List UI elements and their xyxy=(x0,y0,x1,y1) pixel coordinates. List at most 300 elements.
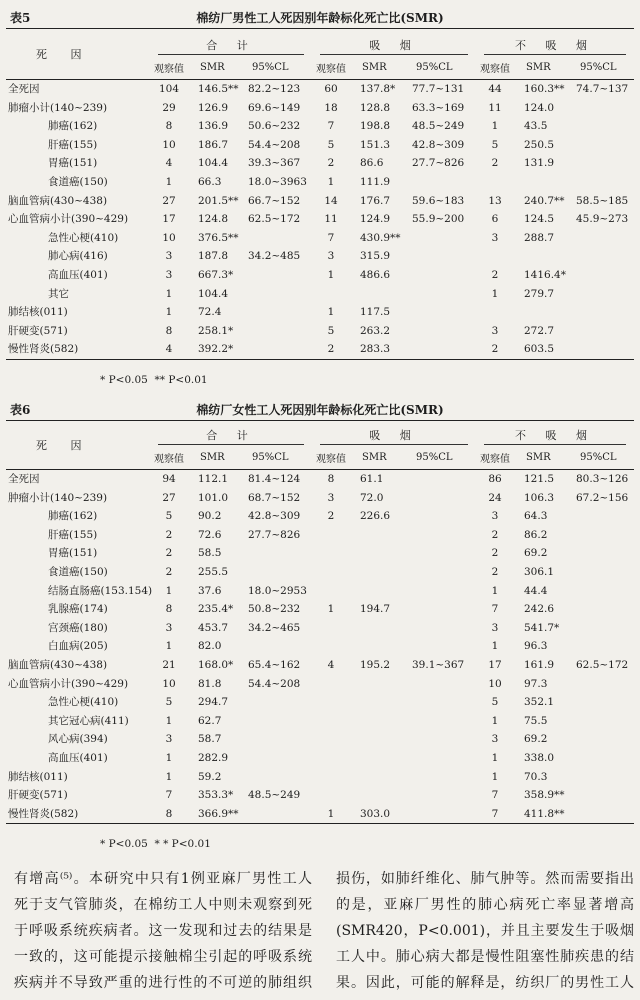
table-row xyxy=(6,99,634,118)
smr-cell: 124.0 xyxy=(524,101,555,114)
smr-cell xyxy=(514,303,572,322)
text-line: 疾病并不导致严重的进行性的不可逆的肺组织 xyxy=(14,975,312,991)
observed-cell: 1 xyxy=(491,770,499,783)
ci95-cell: 81.4~124 xyxy=(248,473,301,485)
smr-cell: 59.2 xyxy=(198,770,222,783)
smr-cell: 168.0* xyxy=(198,658,234,671)
ci95-cell xyxy=(408,340,476,359)
ci95-cell xyxy=(244,563,312,582)
ci95-cell xyxy=(572,730,634,749)
smr-cell: 104.4 xyxy=(198,157,229,170)
observed-cell xyxy=(312,637,350,656)
ci95-cell: 62.5~172 xyxy=(576,658,629,671)
smr-cell: 1416.4* xyxy=(524,268,566,281)
observed-cell: 60 xyxy=(324,83,338,95)
smr-cell: 430.9** xyxy=(360,231,401,244)
ci95-cell: 27.7~826 xyxy=(412,157,465,170)
observed-cell: 1 xyxy=(491,751,499,764)
table-row xyxy=(6,210,634,229)
smr-cell: 255.5 xyxy=(198,565,229,578)
smr-cell: 112.1 xyxy=(198,473,229,485)
observed-cell: 3 xyxy=(165,268,173,281)
smr-cell: 240.7** xyxy=(524,194,565,207)
ci95-cell: 67.2~156 xyxy=(576,491,629,504)
ci95-cell xyxy=(408,470,476,489)
observed-cell: 1 xyxy=(327,306,335,319)
observed-cell: 8 xyxy=(165,807,173,820)
smr-cell xyxy=(350,544,408,563)
cause-cell: 高血压(401) xyxy=(48,268,108,281)
ci95-cell xyxy=(572,154,634,173)
observed-cell: 7 xyxy=(491,789,499,802)
smr-cell xyxy=(350,712,408,731)
cause-cell: 白血病(205) xyxy=(48,640,108,653)
ci95-cell: 54.4~208 xyxy=(248,677,301,690)
observed-cell: 1 xyxy=(165,714,173,727)
observed-cell: 5 xyxy=(327,138,335,151)
observed-cell xyxy=(312,786,350,805)
table-row xyxy=(6,656,634,675)
observed-cell xyxy=(476,303,514,322)
observed-cell: 1 xyxy=(165,306,173,319)
observed-cell: 17 xyxy=(162,213,176,226)
observed-cell: 10 xyxy=(162,677,176,690)
observed-cell: 13 xyxy=(488,194,502,207)
ci95-cell xyxy=(572,712,634,731)
table-title: 棉纺厂女性工人死因别年龄标化死亡比(SMR) xyxy=(196,403,444,417)
ci95-cell xyxy=(572,544,634,563)
text-line: 工人中。肺心病大都是慢性阻塞性肺疾患的结 xyxy=(336,949,634,965)
cause-cell: 脑血管病(430~438) xyxy=(8,194,108,207)
group-header-smoker: 吸 烟 xyxy=(320,427,468,445)
observed-cell: 2 xyxy=(165,528,173,541)
ci95-cell xyxy=(244,229,312,248)
cause-cell: 肺瘤小计(140~239) xyxy=(8,101,108,114)
table-row xyxy=(6,229,634,248)
table-header xyxy=(6,28,634,80)
ci95-cell: 66.7~152 xyxy=(248,194,301,207)
smr-cell: 124.5 xyxy=(524,213,555,226)
smr-cell: 58.7 xyxy=(198,733,222,746)
cause-cell: 肺癌(162) xyxy=(48,120,98,133)
ci95-header: 95%CL xyxy=(252,451,289,463)
smr-cell: 61.1 xyxy=(360,473,384,485)
cause-cell: 急性心梗(410) xyxy=(48,696,119,709)
smr-cell: 96.3 xyxy=(524,640,548,653)
ci95-header: 95%CL xyxy=(252,61,289,73)
smr-cell: 288.7 xyxy=(524,231,555,244)
smr-cell: 72.0 xyxy=(360,491,384,504)
smr-cell: 128.8 xyxy=(360,101,391,114)
observed-cell: 14 xyxy=(324,194,338,207)
observed-cell: 3 xyxy=(327,250,335,263)
smr-cell: 186.7 xyxy=(198,138,229,151)
ci95-cell xyxy=(408,730,476,749)
ci95-cell xyxy=(408,526,476,545)
table-header xyxy=(6,420,634,470)
smr-cell xyxy=(350,749,408,768)
text-line: 有增高⁽⁵⁾。本研究中只有1例亚麻厂男性工人 xyxy=(14,871,312,887)
smr-cell xyxy=(350,285,408,304)
table-row xyxy=(6,489,634,508)
observed-cell: 44 xyxy=(488,83,502,95)
observed-cell: 1 xyxy=(165,584,173,597)
observed-cell: 1 xyxy=(165,770,173,783)
observed-cell: 2 xyxy=(327,510,335,523)
ci95-cell: 42.8~309 xyxy=(412,138,465,151)
smr-cell: 392.2* xyxy=(198,343,234,356)
observed-cell: 2 xyxy=(491,157,499,170)
ci95-cell xyxy=(408,266,476,285)
cause-cell: 宫颈癌(180) xyxy=(48,621,108,634)
smr-cell: 66.3 xyxy=(198,175,222,188)
ci95-header: 95%CL xyxy=(416,61,453,73)
observed-cell: 3 xyxy=(165,621,173,634)
ci95-cell xyxy=(408,768,476,787)
ci95-cell: 34.2~465 xyxy=(248,621,301,634)
smr-cell: 106.3 xyxy=(524,491,555,504)
table-row xyxy=(6,563,634,582)
observed-cell: 7 xyxy=(491,603,499,616)
ci95-cell xyxy=(408,693,476,712)
observed-cell: 4 xyxy=(327,658,335,671)
table-row xyxy=(6,470,634,489)
ci95-cell xyxy=(244,340,312,359)
observed-cell: 3 xyxy=(491,510,499,523)
ci95-cell xyxy=(572,563,634,582)
table-label: 表5 xyxy=(10,11,31,25)
smr-cell: 338.0 xyxy=(524,751,555,764)
table-row xyxy=(6,340,634,359)
observed-cell: 2 xyxy=(327,343,335,356)
smr-cell: 187.8 xyxy=(198,250,229,263)
ci95-cell xyxy=(408,805,476,824)
table-row xyxy=(6,544,634,563)
smr-cell: 411.8** xyxy=(524,807,565,820)
ci95-header: 95%CL xyxy=(416,451,453,463)
smr-cell: 282.9 xyxy=(198,751,229,764)
ci95-cell xyxy=(408,786,476,805)
observed-cell: 29 xyxy=(162,101,176,114)
table-row xyxy=(6,247,634,266)
table-row xyxy=(6,266,634,285)
observed-cell: 1 xyxy=(165,751,173,764)
smr-cell: 101.0 xyxy=(198,491,229,504)
ci95-cell xyxy=(408,563,476,582)
observed-cell: 5 xyxy=(165,696,173,709)
ci95-cell xyxy=(572,675,634,694)
ci95-cell: 65.4~162 xyxy=(248,658,301,671)
smr-header: SMR xyxy=(200,451,225,463)
observed-cell: 5 xyxy=(327,324,335,337)
observed-cell: 1 xyxy=(491,640,499,653)
cause-cell: 肺心病(416) xyxy=(48,250,108,263)
smr-cell: 104.4 xyxy=(198,287,229,300)
smr-cell: 242.6 xyxy=(524,603,555,616)
observed-cell: 86 xyxy=(488,473,502,485)
smr-cell xyxy=(350,786,408,805)
smr-cell: 64.3 xyxy=(524,510,548,523)
ci95-cell: 63.3~169 xyxy=(412,101,465,114)
observed-cell: 1 xyxy=(327,603,335,616)
observed-cell xyxy=(312,285,350,304)
ci95-cell: 48.5~249 xyxy=(412,120,465,133)
table-6 xyxy=(6,400,634,852)
table-label: 表6 xyxy=(10,403,31,417)
table-row xyxy=(6,582,634,601)
smr-cell: 37.6 xyxy=(198,584,222,597)
ci95-cell xyxy=(408,619,476,638)
smr-cell: 72.6 xyxy=(198,528,222,541)
cause-cell: 胃癌(151) xyxy=(48,157,98,170)
text-line: 损伤，如肺纤维化、肺气肿等。然而需要指出 xyxy=(336,871,634,887)
smr-cell: 90.2 xyxy=(198,510,222,523)
smr-cell: 82.0 xyxy=(198,640,222,653)
smr-cell: 124.9 xyxy=(360,213,391,226)
observed-cell: 3 xyxy=(491,621,499,634)
ci95-cell: 45.9~273 xyxy=(576,213,629,226)
smr-cell xyxy=(350,768,408,787)
table-caption xyxy=(6,400,634,420)
ci95-cell xyxy=(408,600,476,619)
ci95-cell xyxy=(572,805,634,824)
ci95-cell: 39.1~367 xyxy=(412,658,465,671)
cause-cell: 食道癌(150) xyxy=(48,565,108,578)
observed-cell: 94 xyxy=(162,473,176,485)
text-line: (SMR420，P<0.001)，并且主要发生于吸烟 xyxy=(336,923,634,939)
ci95-header: 95%CL xyxy=(580,451,617,463)
table-row xyxy=(6,154,634,173)
table-5 xyxy=(6,8,634,388)
observed-cell: 21 xyxy=(162,658,176,671)
observed-cell: 1 xyxy=(327,175,335,188)
ci95-cell xyxy=(408,749,476,768)
table-footnote: * P<0.05 * * P<0.01 xyxy=(100,838,211,851)
ci95-cell xyxy=(408,544,476,563)
smr-cell: 124.8 xyxy=(198,213,229,226)
table-row xyxy=(6,712,634,731)
observed-cell: 1 xyxy=(491,584,499,597)
ci95-cell xyxy=(572,340,634,359)
ci95-cell xyxy=(572,600,634,619)
ci95-cell: 74.7~137 xyxy=(576,83,629,95)
observed-cell: 8 xyxy=(165,324,173,337)
ci95-cell: 58.5~185 xyxy=(576,194,629,207)
smr-cell: 137.8* xyxy=(360,83,396,95)
group-header-smoker: 吸 烟 xyxy=(320,37,468,55)
observed-cell: 2 xyxy=(165,565,173,578)
observed-cell: 17 xyxy=(488,658,502,671)
smr-cell: 294.7 xyxy=(198,696,229,709)
cause-cell: 乳腺癌(174) xyxy=(48,603,108,616)
cause-cell: 胃癌(151) xyxy=(48,547,98,560)
text-line: 一致的，这可能提示接触棉尘引起的呼吸系统 xyxy=(14,949,312,965)
smr-cell: 121.5 xyxy=(524,473,555,485)
observed-cell: 18 xyxy=(324,101,338,114)
observed-cell: 1 xyxy=(491,714,499,727)
observed-cell: 2 xyxy=(491,268,499,281)
ci95-cell xyxy=(408,675,476,694)
ci95-cell xyxy=(244,303,312,322)
observed-cell: 5 xyxy=(165,510,173,523)
ci95-cell xyxy=(244,637,312,656)
ci95-cell xyxy=(572,637,634,656)
ci95-cell xyxy=(572,507,634,526)
ci95-cell: 77.7~131 xyxy=(412,83,465,95)
smr-cell: 131.9 xyxy=(524,157,555,170)
observed-header: 观察值 xyxy=(316,63,346,75)
observed-cell: 3 xyxy=(165,250,173,263)
smr-cell: 258.1* xyxy=(198,324,234,337)
smr-cell: 111.9 xyxy=(360,175,391,188)
observed-cell: 3 xyxy=(327,491,335,504)
smr-header: SMR xyxy=(526,61,551,73)
smr-cell: 263.2 xyxy=(360,324,391,337)
body-column-left xyxy=(14,866,312,996)
text-line: 死于支气管肺炎，在棉纺工人中则未观察到死 xyxy=(14,897,312,913)
table-row xyxy=(6,507,634,526)
table-row xyxy=(6,80,634,99)
ci95-cell: 48.5~249 xyxy=(248,789,301,802)
smr-cell: 86.2 xyxy=(524,528,548,541)
smr-cell: 352.1 xyxy=(524,696,555,709)
smr-cell xyxy=(514,173,572,192)
observed-cell: 8 xyxy=(165,603,173,616)
table-row xyxy=(6,786,634,805)
smr-cell: 201.5** xyxy=(198,194,239,207)
observed-cell xyxy=(312,544,350,563)
observed-cell xyxy=(476,173,514,192)
observed-header: 观察值 xyxy=(154,453,184,465)
observed-header: 观察值 xyxy=(154,63,184,75)
observed-cell: 11 xyxy=(324,213,338,226)
observed-cell: 2 xyxy=(491,565,499,578)
smr-cell: 358.9** xyxy=(524,789,565,802)
observed-cell: 1 xyxy=(165,287,173,300)
cause-cell: 肺结核(011) xyxy=(8,770,68,783)
cause-cell: 心血管病小计(390~429) xyxy=(8,213,129,226)
smr-cell: 376.5** xyxy=(198,231,239,244)
ci95-cell xyxy=(572,619,634,638)
observed-cell: 7 xyxy=(327,231,335,244)
observed-cell: 8 xyxy=(327,473,335,485)
ci95-cell: 50.8~232 xyxy=(248,603,301,616)
smr-cell: 198.8 xyxy=(360,120,391,133)
smr-cell xyxy=(350,582,408,601)
smr-cell: 44.4 xyxy=(524,584,548,597)
ci95-cell: 62.5~172 xyxy=(248,213,301,226)
table-body xyxy=(6,80,634,360)
smr-cell: 75.5 xyxy=(524,714,548,727)
ci95-cell xyxy=(572,582,634,601)
table-row xyxy=(6,805,634,824)
ci95-cell xyxy=(572,229,634,248)
cause-cell: 慢性肾炎(582) xyxy=(8,343,79,356)
smr-cell xyxy=(350,637,408,656)
ci95-cell xyxy=(408,489,476,508)
smr-cell: 146.5** xyxy=(198,83,239,95)
observed-cell: 7 xyxy=(491,807,499,820)
table-body xyxy=(6,470,634,824)
ci95-cell: 34.2~485 xyxy=(248,250,301,263)
observed-cell: 8 xyxy=(165,120,173,133)
observed-cell: 24 xyxy=(488,491,502,504)
table-row xyxy=(6,117,634,136)
cause-cell: 肺结核(011) xyxy=(8,306,68,319)
smr-cell: 86.6 xyxy=(360,157,384,170)
table-row xyxy=(6,303,634,322)
table-caption xyxy=(6,8,634,28)
cause-cell: 慢性肾炎(582) xyxy=(8,807,79,820)
ci95-cell xyxy=(244,712,312,731)
observed-cell: 5 xyxy=(491,138,499,151)
table-title: 棉纺厂男性工人死因别年龄标化死亡比(SMR) xyxy=(196,11,444,25)
smr-cell: 272.7 xyxy=(524,324,555,337)
body-column-right xyxy=(336,866,634,996)
ci95-cell xyxy=(244,693,312,712)
smr-cell: 176.7 xyxy=(360,194,391,207)
observed-cell: 1 xyxy=(491,120,499,133)
smr-cell: 315.9 xyxy=(360,250,391,263)
ci95-cell xyxy=(572,786,634,805)
group-header-total: 合 计 xyxy=(158,427,304,445)
smr-cell: 70.3 xyxy=(524,770,548,783)
table-row xyxy=(6,637,634,656)
smr-cell: 136.9 xyxy=(198,120,229,133)
ci95-cell: 54.4~208 xyxy=(248,138,301,151)
table-row xyxy=(6,526,634,545)
cause-cell: 风心病(394) xyxy=(48,733,108,746)
smr-cell: 69.2 xyxy=(524,733,548,746)
smr-cell: 126.9 xyxy=(198,101,229,114)
ci95-cell: 50.6~232 xyxy=(248,120,301,133)
ci95-cell: 82.2~123 xyxy=(248,83,301,95)
observed-cell: 2 xyxy=(491,528,499,541)
observed-cell xyxy=(312,749,350,768)
cause-cell: 高血压(401) xyxy=(48,751,108,764)
observed-cell xyxy=(312,768,350,787)
smr-cell: 226.6 xyxy=(360,510,391,523)
smr-cell: 353.3* xyxy=(198,789,234,802)
smr-cell: 486.6 xyxy=(360,268,391,281)
observed-cell: 7 xyxy=(165,789,173,802)
cause-cell: 肝癌(155) xyxy=(48,138,98,151)
ci95-cell: 18.0~2953 xyxy=(248,584,307,597)
smr-cell xyxy=(514,247,572,266)
smr-cell xyxy=(350,693,408,712)
text-line: 于呼吸系统疾病者。这一发现和过去的结果是 xyxy=(14,923,312,939)
ci95-cell xyxy=(572,266,634,285)
observed-cell: 2 xyxy=(491,343,499,356)
ci95-cell xyxy=(572,136,634,155)
observed-cell: 6 xyxy=(491,213,499,226)
cause-cell: 其它冠心病(411) xyxy=(48,714,129,727)
ci95-cell xyxy=(408,712,476,731)
smr-cell xyxy=(350,619,408,638)
ci95-cell xyxy=(244,730,312,749)
group-header-nonsmoker: 不 吸 烟 xyxy=(484,37,626,55)
smr-cell xyxy=(350,730,408,749)
ci95-cell xyxy=(408,322,476,341)
smr-cell: 151.3 xyxy=(360,138,391,151)
smr-cell: 306.1 xyxy=(524,565,555,578)
observed-cell: 1 xyxy=(327,807,335,820)
ci95-cell xyxy=(572,322,634,341)
smr-header: SMR xyxy=(362,451,387,463)
cause-cell: 全死因 xyxy=(8,473,40,485)
observed-cell: 1 xyxy=(327,268,335,281)
smr-cell xyxy=(350,675,408,694)
